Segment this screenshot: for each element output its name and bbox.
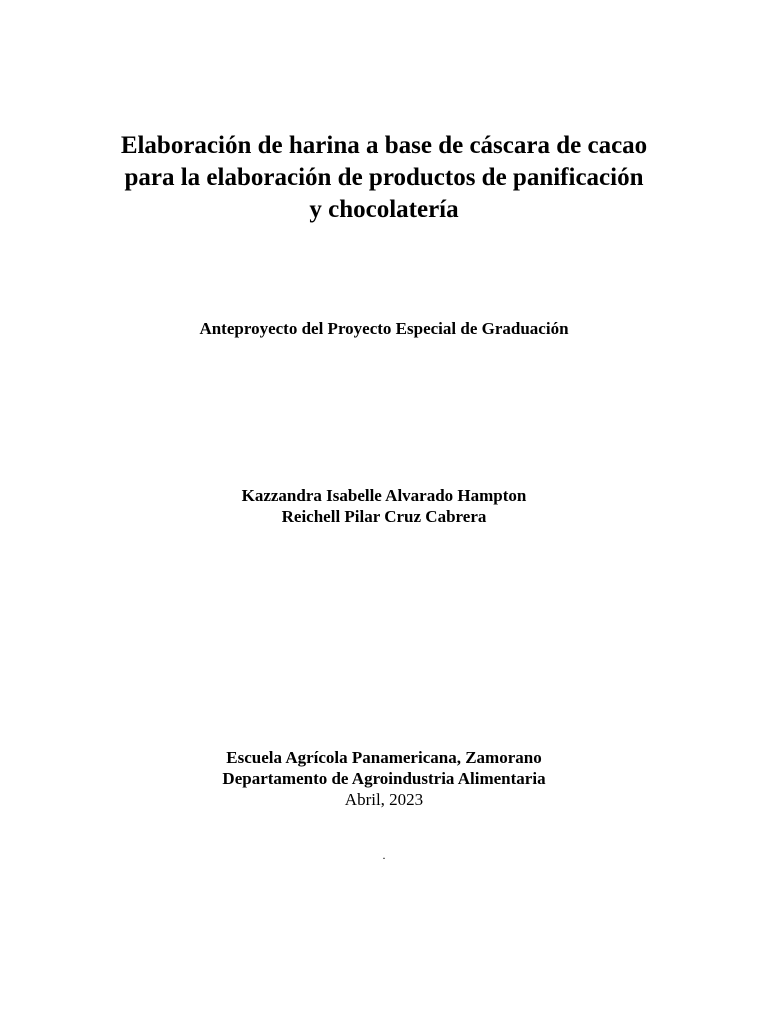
title-line-3: y chocolatería [309,196,459,223]
document-title [0,130,768,226]
institution-block [0,747,768,810]
title-line-1: Elaboración de harina a base de cáscara de cacao [120,132,648,159]
author-list [0,485,768,527]
document-subtitle: Anteproyecto del Proyecto Especial de Graduación [199,319,569,338]
trailing-mark: . [382,848,386,862]
department-name: Departamento de Agroindustria Alimentaria [222,769,546,788]
school-name: Escuela Agrícola Panamericana, Zamorano [226,748,542,767]
document-date: Abril, 2023 [344,790,424,809]
title-line-2: para la elaboración de productos de panificación [124,164,644,191]
author-2: Reichell Pilar Cruz Cabrera [281,507,487,526]
author-1: Kazzandra Isabelle Alvarado Hampton [241,486,527,505]
